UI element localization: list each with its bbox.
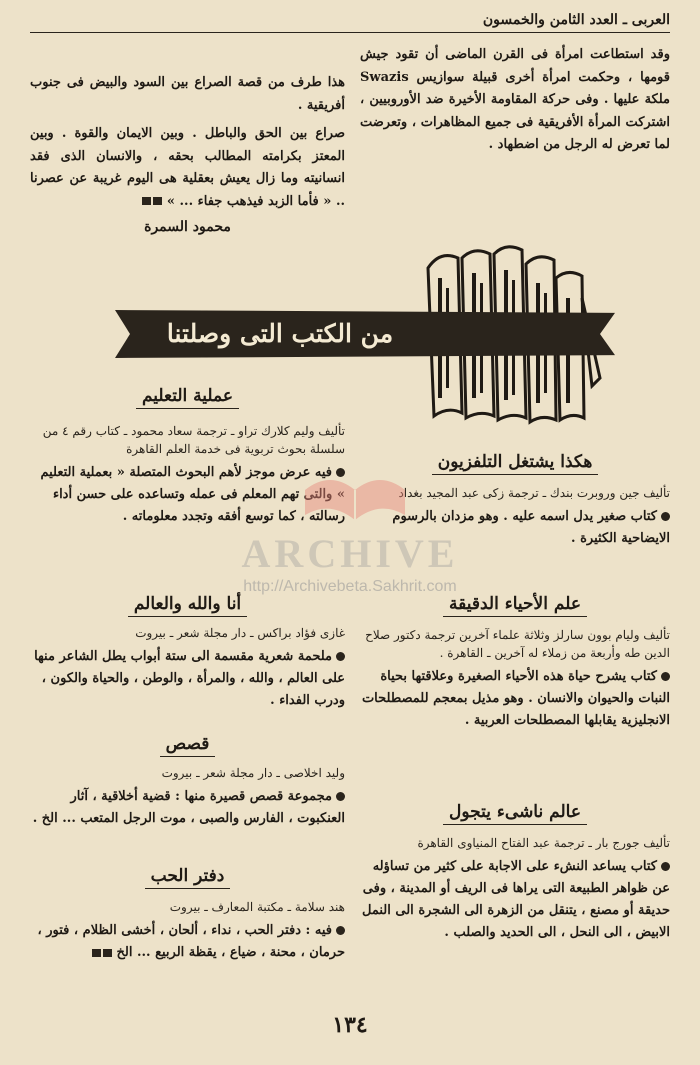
book-description-text: كتاب يساعد النشء على الاجابة على كثير من تساؤله عن ظواهر الطبيعة التى يراها فى الريف أو المدينة ، وفى حديقة أو مصنع ، يتنقل من الزهرة الى الشجرة الى النمل الابيض ، الى النحل ، الى الحديد والصلب . [362,859,670,940]
book-description-text: فيه : دفتر الحب ، نداء ، ألحان ، أخشى الظلام ، فتور ، حرمان ، محنة ، ضياع ، يقظة الربيع ... الخ [37,923,345,960]
bullet-icon [661,862,670,871]
book-entry [360,594,670,732]
book-meta: تأليف جورج بار ـ ترجمة عبد الفتاح المنياوى القاهرة [417,836,670,850]
book-title [30,866,345,886]
book-description [360,666,670,732]
bullet-icon [336,652,345,661]
book-description [30,646,345,712]
book-description [30,786,345,830]
book-entry [30,386,345,528]
book-description-text: فيه عرض موجز لأهم البحوث المتصلة « بعملية التعليم » والتى تهم المعلم فى عمله وتساعده على حسن أداء رسالته ، كما توسع أفقه وتجدد معلوماته . [40,465,345,524]
book-title-text: قصص [160,734,216,757]
page-number: ١٣٤ [332,1012,368,1038]
intro-left-paragraph-2-text: صراع بين الحق والباطل . وبين الايمان والقوة . وبين المعتز بكرامته المطالب بحقه ، والانسان الذى فقد انسانيته وما زال يعيش بعقلية هى اليوم غريبة عن عصرنا .. « فأما الزبد فيذهب جفاء ... » [30,126,345,209]
book-title-text: عملية التعليم [136,386,239,409]
bullet-icon [661,672,670,681]
archive-logo-icon [300,460,410,530]
book-description-text: ملحمة شعرية مقسمة الى ستة أبواب يطل الشاعر منها على العالم ، والله ، والمرأة ، والوطن ، والحياة والكون ، ودرب الفداء . [34,649,345,708]
intro-left-column [30,72,345,235]
book-entry [30,594,345,712]
book-description-text: مجموعة قصص قصيرة منها : قضية أخلاقية ، آثار العنكبوت ، الفارس والصبى ، موت الرجل المتعب ... الخ . [32,789,345,826]
intro-left-paragraph-1: هذا طرف من قصة الصراع بين السود والبيض فى جنوب أفريقية . [30,75,345,113]
end-mark-icon [142,197,151,205]
book-title-text: أنا والله والعالم [128,594,247,617]
book-title-text: دفتر الحب [145,866,231,889]
end-mark-icon [153,197,162,205]
book-title [30,386,345,406]
book-meta: تأليف جين وروبرت بندك ـ ترجمة زكى عبد المجيد بغداد [398,486,670,500]
bullet-icon [661,512,670,521]
book-title-text: عالم ناشىء يتجول [443,802,587,825]
book-entry [30,866,345,964]
book-meta: تأليف وليم كلارك تراو ـ ترجمة سعاد محمود ـ كتاب رقم ٤ من سلسلة بحوث تربوية فى خدمة العلم القاهرة [42,424,345,456]
book-meta: وليد اخلاصى ـ دار مجلة شعر ـ بيروت [161,766,345,780]
book-description [30,462,345,528]
running-header: العربى ـ العدد الثامن والخمسون [30,8,670,33]
end-mark-icon [103,949,112,957]
article-author: محمود السمرة [144,219,231,235]
book-meta: هند سلامة ـ مكتبة المعارف ـ بيروت [169,900,345,914]
book-meta: غازى فؤاد براكس ـ دار مجلة شعر ـ بيروت [135,626,345,640]
book-description [360,856,670,944]
book-description-text: كتاب يشرح حياة هذه الأحياء الصغيرة وعلاقتها بحياة النبات والحيوان والانسان . وهو مذيل بمعجم للمصطلحات الانجليزية يقابلها المصطلحات العربية . [361,669,670,728]
bullet-icon [336,792,345,801]
watermark-archive-text: ARCHIVE [241,531,459,576]
book-title [360,802,670,822]
intro-right-paragraph: وقد استطاعت امرأة فى القرن الماضى أن تقود جيش قومها ، وحكمت امرأة أخرى قبيلة سوازيس Swazis ملكة عليها . وفى حركة المقاومة الأخيرة ضد الأوروبيين ، اشتركت المرأة الأفريقية فى جميع المظاهرات ، وتعرضت لما تعرض له الرجل من اضطهاد . [360,47,670,152]
book-title [30,734,345,754]
intro-right-column [360,44,670,157]
book-description-text: كتاب صغير يدل اسمه عليه . وهو مزدان بالرسوم الايضاحية الكثيرة . [392,509,670,546]
bullet-icon [336,926,345,935]
book-title-text: هكذا يشتغل التلفزيون [432,452,599,475]
book-description [30,920,345,964]
book-entry [30,734,345,830]
book-entry [360,802,670,944]
end-mark-icon [92,949,101,957]
section-banner-title: من الكتب التى وصلتنا [166,319,394,348]
intro-left-paragraph-2 [30,123,345,213]
watermark-url: http://Archivebeta.Sakhrit.com [243,578,457,595]
book-meta: تأليف وليام بوون سارلز وثلاثة علماء آخرين ترجمة دكتور صلاح الدين طه وأربعة من زملاء له آخرين ـ القاهرة . [365,628,670,660]
book-title-text: علم الأحياء الدقيقة [443,594,587,617]
